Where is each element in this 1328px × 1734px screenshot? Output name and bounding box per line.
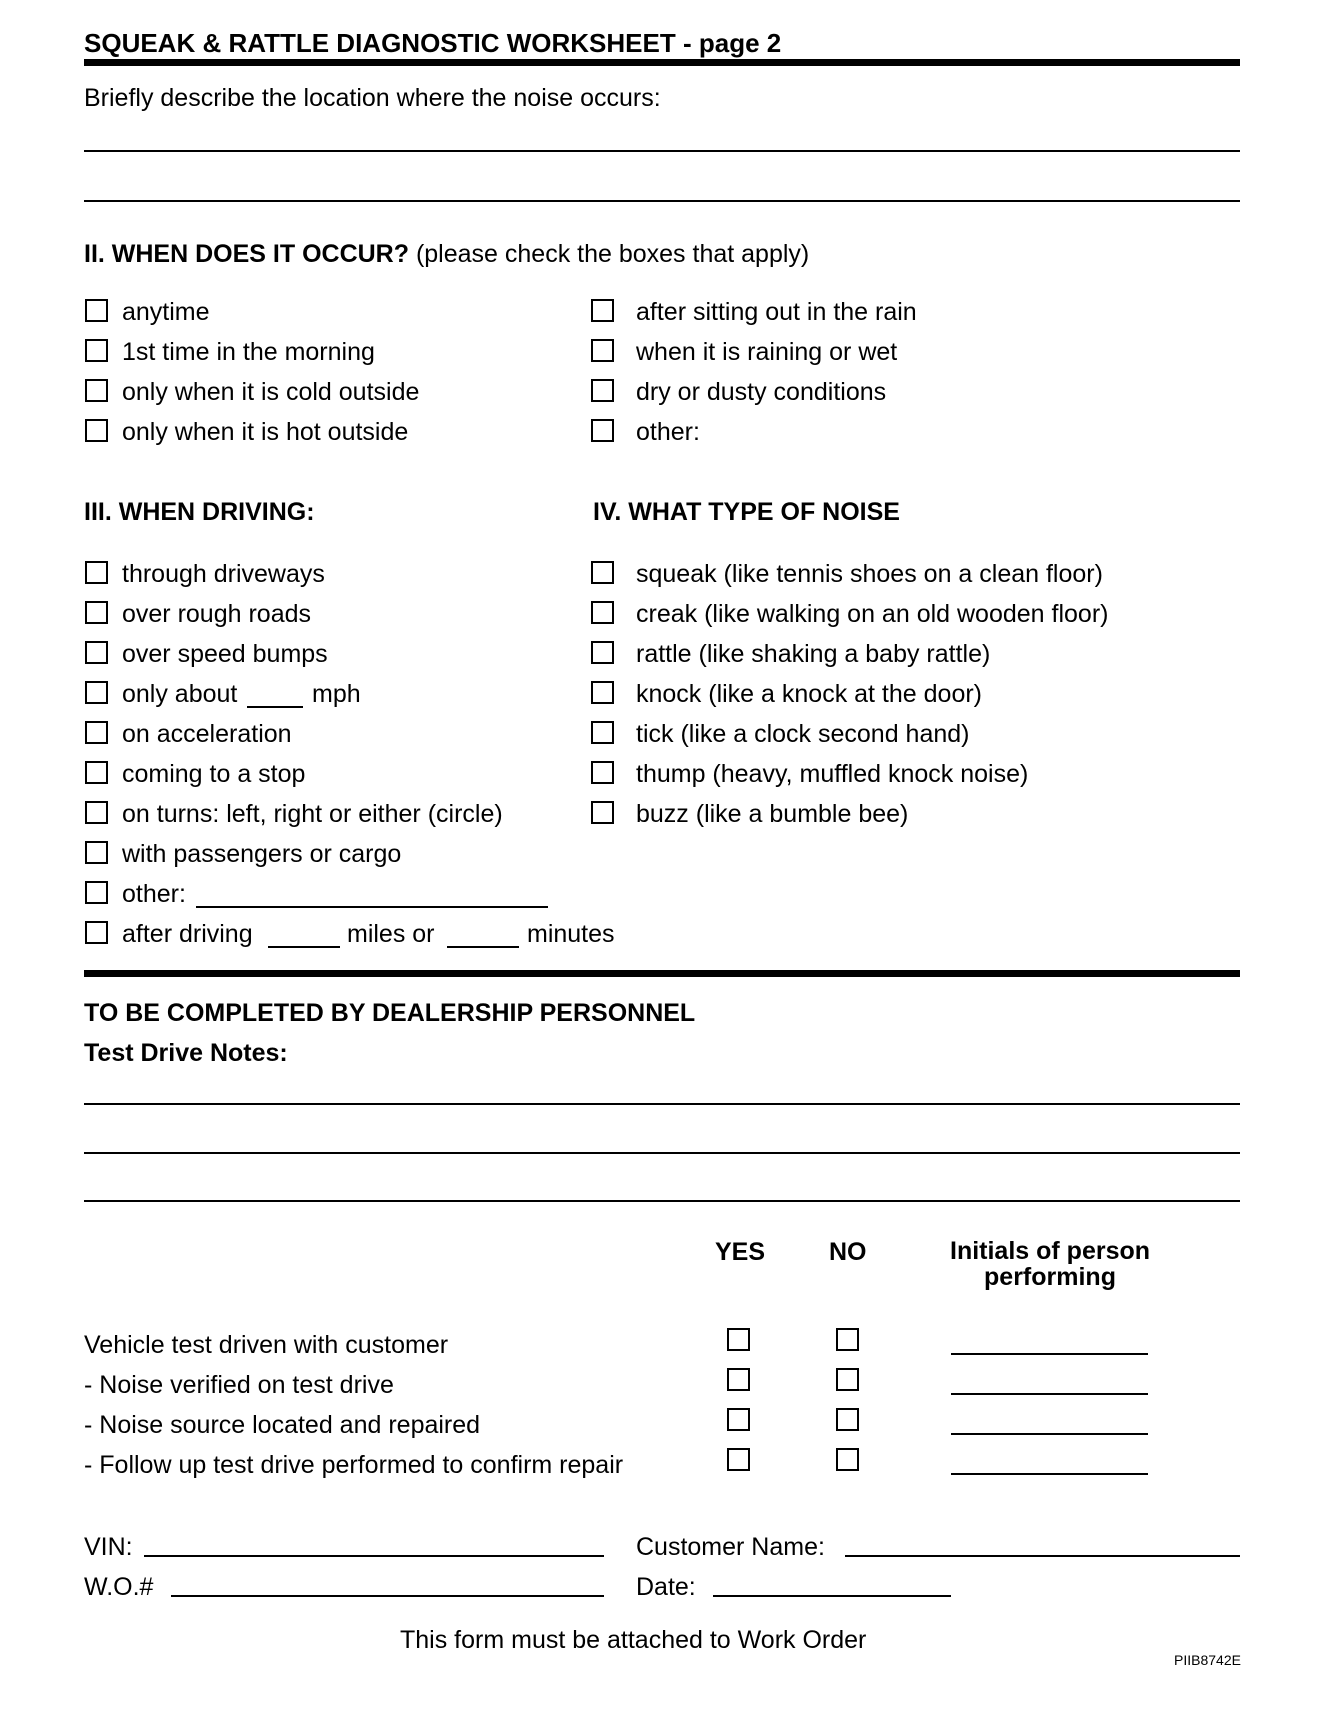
checkbox-driving-other[interactable] <box>85 881 108 904</box>
customer-name-field[interactable] <box>845 1555 1240 1557</box>
miles-or-label: miles or <box>347 920 435 948</box>
notes-line-2[interactable] <box>84 1152 1240 1154</box>
miles-field[interactable] <box>268 946 340 948</box>
checkbox-after-driving[interactable] <box>85 921 108 944</box>
driving-option-label: through driveways <box>122 560 325 588</box>
when-occur-heading-row <box>84 240 809 269</box>
page-title: SQUEAK & RATTLE DIAGNOSTIC WORKSHEET - page 2 <box>84 28 782 58</box>
occur-option-label: other: <box>636 418 700 446</box>
checkbox-first-time-morning[interactable] <box>85 339 108 362</box>
checkbox-speed-bumps[interactable] <box>85 641 108 664</box>
occur-option-label: when it is raining or wet <box>636 338 898 366</box>
vin-label: VIN: <box>84 1533 133 1561</box>
location-prompt: Briefly describe the location where the noise occurs: <box>84 84 661 112</box>
noise-option-label: buzz (like a bumble bee) <box>636 800 909 828</box>
initials-field-source-repaired[interactable] <box>951 1433 1148 1435</box>
attach-note: This form must be attached to Work Order <box>400 1626 867 1654</box>
dealership-divider <box>84 970 1240 977</box>
driving-option-label: coming to a stop <box>122 760 306 788</box>
checkbox-only-about-speed[interactable] <box>85 681 108 704</box>
noise-option-label: tick (like a clock second hand) <box>636 720 970 748</box>
noise-option-label: squeak (like tennis shoes on a clean floor) <box>636 560 1103 588</box>
driving-option-label: on turns: left, right or either (circle) <box>122 800 503 828</box>
noise-option-label: creak (like walking on an old wooden floor) <box>636 600 1109 628</box>
initials-header-line-1: Initials of person <box>950 1237 1151 1265</box>
checkbox-test-driven-no[interactable] <box>836 1328 859 1351</box>
customer-name-label: Customer Name: <box>636 1533 825 1561</box>
checkbox-creak[interactable] <box>591 601 614 624</box>
checkbox-raining-wet[interactable] <box>591 339 614 362</box>
checkbox-noise-verified-no[interactable] <box>836 1368 859 1391</box>
wo-field[interactable] <box>171 1595 604 1597</box>
occur-option-label: 1st time in the morning <box>122 338 375 366</box>
notes-line-3[interactable] <box>84 1200 1240 1202</box>
form-code: PIIB8742E <box>1174 1652 1241 1668</box>
check-row-label: Vehicle test driven with customer <box>84 1331 449 1359</box>
check-row-label: - Noise verified on test drive <box>84 1371 394 1399</box>
date-label: Date: <box>636 1573 696 1601</box>
test-drive-notes-label: Test Drive Notes: <box>84 1039 288 1067</box>
after-driving-label: after driving <box>122 920 253 948</box>
driving-other-field[interactable] <box>196 906 548 908</box>
checkbox-rattle[interactable] <box>591 641 614 664</box>
checkbox-anytime[interactable] <box>85 299 108 322</box>
checkbox-acceleration[interactable] <box>85 721 108 744</box>
speed-mph-field[interactable] <box>247 706 303 708</box>
checkbox-thump[interactable] <box>591 761 614 784</box>
checkbox-cold-outside[interactable] <box>85 379 108 402</box>
when-driving-heading: III. WHEN DRIVING: <box>84 498 315 526</box>
minutes-label: minutes <box>527 920 615 948</box>
noise-option-label: thump (heavy, muffled knock noise) <box>636 760 1029 788</box>
minutes-field[interactable] <box>447 946 519 948</box>
checkbox-occur-other[interactable] <box>591 419 614 442</box>
noise-option-label: rattle (like shaking a baby rattle) <box>636 640 991 668</box>
checkbox-follow-up-no[interactable] <box>836 1448 859 1471</box>
checkbox-test-driven-yes[interactable] <box>727 1328 750 1351</box>
checkbox-after-rain[interactable] <box>591 299 614 322</box>
occur-option-label: dry or dusty conditions <box>636 378 887 406</box>
checkbox-knock[interactable] <box>591 681 614 704</box>
when-occur-note: (please check the boxes that apply) <box>415 240 810 268</box>
occur-option-label: only when it is cold outside <box>122 378 420 406</box>
vin-field[interactable] <box>144 1555 604 1557</box>
location-line-2[interactable] <box>84 200 1240 202</box>
date-field[interactable] <box>713 1595 951 1597</box>
yes-column-header: YES <box>715 1238 766 1266</box>
driving-other-label: other: <box>122 880 186 908</box>
check-row-label: - Follow up test drive performed to confirm repair <box>84 1451 624 1479</box>
noise-type-heading: IV. WHAT TYPE OF NOISE <box>593 498 900 526</box>
checkbox-dry-dusty[interactable] <box>591 379 614 402</box>
checkbox-noise-verified-yes[interactable] <box>727 1368 750 1391</box>
driving-option-label: over speed bumps <box>122 640 328 668</box>
checkbox-driveways[interactable] <box>85 561 108 584</box>
checkbox-rough-roads[interactable] <box>85 601 108 624</box>
checkbox-tick[interactable] <box>591 721 614 744</box>
no-column-header: NO <box>829 1238 867 1266</box>
header-divider <box>84 59 1240 66</box>
checkbox-squeak[interactable] <box>591 561 614 584</box>
initials-field-noise-verified[interactable] <box>951 1393 1148 1395</box>
location-line-1[interactable] <box>84 150 1240 152</box>
occur-option-label: only when it is hot outside <box>122 418 409 446</box>
initials-header-line-2: performing <box>984 1263 1116 1291</box>
wo-label: W.O.# <box>84 1573 154 1601</box>
speed-unit: mph <box>312 680 361 708</box>
noise-option-label: knock (like a knock at the door) <box>636 680 982 708</box>
checkbox-hot-outside[interactable] <box>85 419 108 442</box>
checkbox-coming-to-stop[interactable] <box>85 761 108 784</box>
checkbox-passengers-cargo[interactable] <box>85 841 108 864</box>
driving-option-label: with passengers or cargo <box>122 840 402 868</box>
checkbox-source-repaired-no[interactable] <box>836 1408 859 1431</box>
speed-prefix: only about <box>122 680 238 708</box>
dealership-heading: TO BE COMPLETED BY DEALERSHIP PERSONNEL <box>84 999 696 1027</box>
checkbox-on-turns[interactable] <box>85 801 108 824</box>
occur-option-label: anytime <box>122 298 210 326</box>
initials-column-header <box>950 1238 1150 1290</box>
checkbox-source-repaired-yes[interactable] <box>727 1408 750 1431</box>
initials-field-test-driven[interactable] <box>951 1353 1148 1355</box>
checkbox-buzz[interactable] <box>591 801 614 824</box>
occur-option-label: after sitting out in the rain <box>636 298 917 326</box>
notes-line-1[interactable] <box>84 1103 1240 1105</box>
when-occur-heading: II. WHEN DOES IT OCCUR? <box>84 240 409 268</box>
driving-option-label: on acceleration <box>122 720 292 748</box>
checkbox-follow-up-yes[interactable] <box>727 1448 750 1471</box>
check-row-label: - Noise source located and repaired <box>84 1411 481 1439</box>
driving-option-label: over rough roads <box>122 600 312 628</box>
initials-field-follow-up[interactable] <box>951 1473 1148 1475</box>
